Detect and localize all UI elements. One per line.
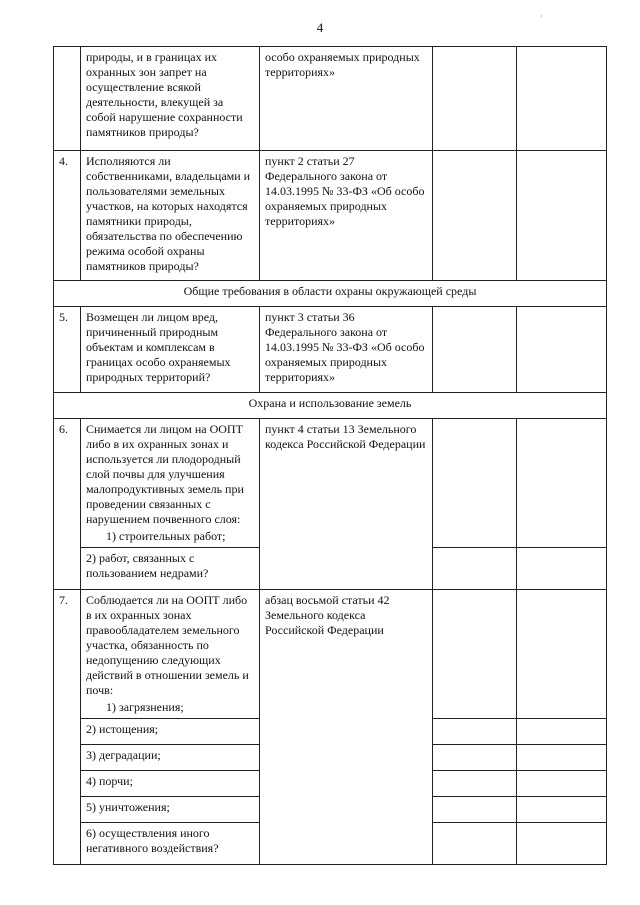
question-cell — [81, 419, 260, 548]
note-cell — [517, 719, 607, 745]
answer-cell — [433, 307, 517, 393]
answer-cell — [433, 548, 517, 590]
answer-cell — [433, 47, 517, 151]
row-number: 7. — [54, 590, 81, 865]
sub-item: 3) деградации; — [81, 745, 260, 771]
sub-item: 2) истощения; — [81, 719, 260, 745]
section-title: Охрана и использование земель — [54, 393, 607, 419]
reference-cell: абзац восьмой статьи 42 Земельного кодекса Российской Федерации — [260, 590, 433, 865]
answer-cell — [433, 590, 517, 719]
table-row — [54, 419, 607, 548]
note-cell — [517, 590, 607, 719]
answer-cell — [433, 419, 517, 548]
row-number: 6. — [54, 419, 81, 590]
table-row — [54, 590, 607, 719]
note-cell — [517, 771, 607, 797]
note-cell — [517, 797, 607, 823]
question-text: Снимается ли лицом на ООПТ либо в их охранных зонах и используется ли плодородный слой почвы для улучшения малопродуктивных земель при проведении связанных с нарушением почвенного слоя: — [86, 422, 244, 526]
question-cell: Исполняются ли собственниками, владельцами и пользователями земельных участков, на которых находятся памятники природы, обязательства по обеспечению режима особой охраны памятников природы? — [81, 151, 260, 281]
num-cell — [54, 47, 81, 151]
section-title: Общие требования в области охраны окружающей среды — [54, 281, 607, 307]
answer-cell — [433, 151, 517, 281]
note-cell — [517, 419, 607, 548]
question-cell: Возмещен ли лицом вред, причиненный природным объектам и комплексам в границах особо охраняемых природных территорий? — [81, 307, 260, 393]
note-cell — [517, 307, 607, 393]
question-cell: природы, и в границах их охранных зон запрет на осуществление всякой деятельности, влекущей за собой нарушение сохранности памятников природы? — [81, 47, 260, 151]
answer-cell — [433, 823, 517, 865]
reference-cell: пункт 2 статьи 27 Федерального закона от 14.03.1995 № 33-ФЗ «Об особо охраняемых природных территориях» — [260, 151, 433, 281]
table-row — [54, 151, 607, 281]
row-number: 4. — [54, 151, 81, 281]
table-row — [54, 47, 607, 151]
section-row — [54, 393, 607, 419]
table-row — [54, 307, 607, 393]
note-cell — [517, 823, 607, 865]
answer-cell — [433, 719, 517, 745]
question-text: Соблюдается ли на ООПТ либо в их охранных зонах правообладателем земельного участка, обязанность по недопущению следующих действий в отношении земель и почв: — [86, 593, 249, 697]
answer-cell — [433, 797, 517, 823]
sub-item: 6) осуществления иного негативного воздействия? — [81, 823, 260, 865]
sub-item: 2) работ, связанных с пользованием недрами? — [81, 548, 260, 590]
reference-cell: особо охраняемых природных территориях» — [260, 47, 433, 151]
checklist-table — [53, 46, 607, 865]
sub-item: 4) порчи; — [81, 771, 260, 797]
page-number: 4 — [316, 20, 324, 35]
question-cell — [81, 590, 260, 719]
note-cell — [517, 548, 607, 590]
answer-cell — [433, 771, 517, 797]
reference-cell: пункт 4 статьи 13 Земельного кодекса Российской Федерации — [260, 419, 433, 590]
sub-item: 1) строительных работ; — [106, 529, 226, 543]
sub-item: 5) уничтожения; — [81, 797, 260, 823]
answer-cell — [433, 745, 517, 771]
note-cell — [517, 745, 607, 771]
corner-mark: · — [540, 12, 543, 21]
section-row — [54, 281, 607, 307]
sub-item: 1) загрязнения; — [106, 700, 184, 714]
note-cell — [517, 151, 607, 281]
reference-cell: пункт 3 статьи 36 Федерального закона от 14.03.1995 № 33-ФЗ «Об особо охраняемых природных территориях» — [260, 307, 433, 393]
note-cell — [517, 47, 607, 151]
row-number: 5. — [54, 307, 81, 393]
